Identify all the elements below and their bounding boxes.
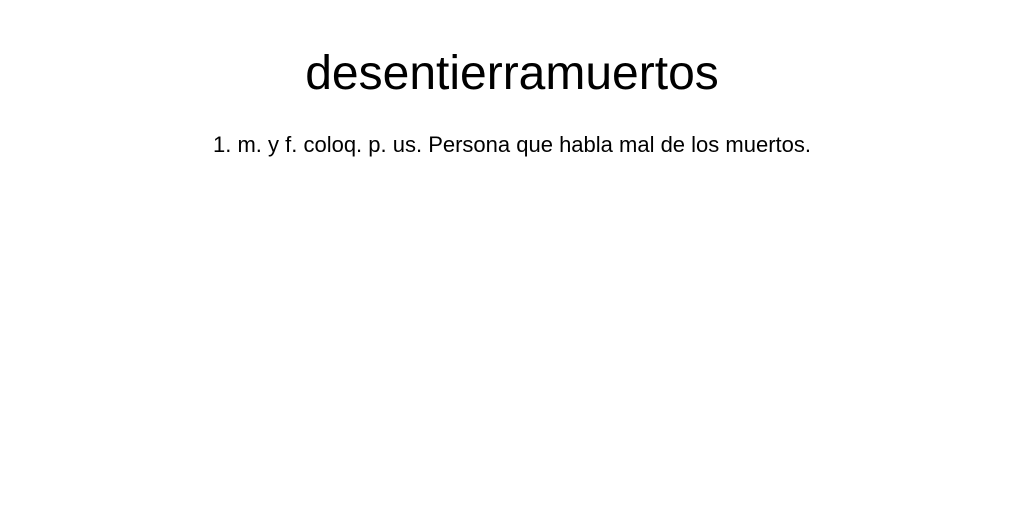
entry-definition: 1. m. y f. coloq. p. us. Persona que habla mal de los muertos. — [213, 132, 811, 157]
entry-term: desentierramuertos — [305, 47, 719, 100]
